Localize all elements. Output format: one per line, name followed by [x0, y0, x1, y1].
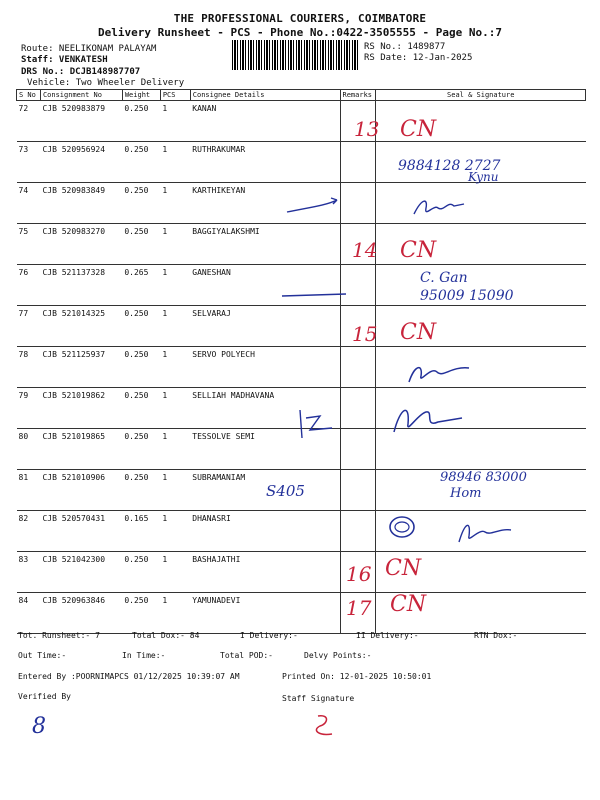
consignee-cell: TESSOLVE SEMI: [190, 429, 340, 470]
total-pod: Total POD:-: [220, 651, 273, 660]
table-row: [17, 347, 586, 388]
col-weight: Weight: [122, 90, 160, 101]
pcs-cell: 1: [160, 265, 190, 306]
weight-cell: 0.250: [122, 429, 160, 470]
signature-handwriting: 9884128 2727: [398, 158, 501, 174]
weight-cell: 0.250: [122, 224, 160, 265]
col-consignee: Consignee Details: [190, 90, 340, 101]
staff-label: Staff: VENKATESH: [21, 55, 108, 65]
weight-cell: 0.250: [122, 552, 160, 593]
consignment-cell: CJB 521125937: [40, 347, 122, 388]
weight-cell: 0.250: [122, 388, 160, 429]
pcs-cell: 1: [160, 347, 190, 388]
company-title: THE PROFESSIONAL COURIERS, COIMBATORE: [173, 12, 427, 25]
signature-handwriting: CN: [400, 320, 437, 345]
signature-handwriting: CN: [385, 556, 422, 581]
signature-handwriting: Hom: [450, 486, 482, 501]
tot-runsheet: Tot. Runsheet:- 7: [18, 631, 100, 640]
consignment-cell: CJB 520956924: [40, 142, 122, 183]
consignee-cell: RUTHRAKUMAR: [190, 142, 340, 183]
sno-cell: 75: [17, 224, 41, 265]
consignee-cell: KANAN: [190, 101, 340, 142]
printed-on: Printed On: 12-01-2025 10:50:01: [282, 672, 432, 681]
sno-cell: 83: [17, 552, 41, 593]
entered-by: Entered By :POORNIMAPCS 01/12/2025 10:39:07 AM: [18, 672, 240, 681]
consignee-cell: SERVO POLYECH: [190, 347, 340, 388]
seal-stamp: [388, 514, 418, 540]
pcs-cell: 1: [160, 224, 190, 265]
total-dox: Total Dox:- 84: [132, 631, 200, 640]
signature-handwriting: CN: [400, 117, 437, 142]
runsheet-subtitle: Delivery Runsheet - PCS - Phone No.:0422-3505555 - Page No.:7: [98, 26, 502, 39]
remarks-cell: [340, 142, 376, 183]
staff-signature-scribble: [308, 712, 342, 738]
col-pcs: PCS: [160, 90, 190, 101]
consignment-cell: CJB 520983270: [40, 224, 122, 265]
verified-mark: 8: [32, 714, 46, 739]
table-header-row: [17, 90, 586, 101]
consignment-cell: CJB 521137328: [40, 265, 122, 306]
table-row: [17, 101, 586, 142]
weight-cell: 0.250: [122, 142, 160, 183]
consignment-cell: CJB 521019862: [40, 388, 122, 429]
staff-signature-label: Staff Signature: [282, 694, 355, 703]
pcs-cell: 1: [160, 306, 190, 347]
scribble-mark: [296, 404, 356, 440]
consignee-cell: YAMUNADEVI: [190, 593, 340, 634]
route-label: Route: NEELIKONAM PALAYAM: [21, 44, 157, 54]
sno-cell: 81: [17, 470, 41, 511]
table-row: [17, 552, 586, 593]
remark-handwriting: 13: [354, 117, 380, 141]
consignment-cell: CJB 521019865: [40, 429, 122, 470]
pcs-cell: 1: [160, 183, 190, 224]
remark-handwriting: 15: [352, 322, 378, 346]
col-sno: S No: [17, 90, 41, 101]
consignee-cell: DHANASRI: [190, 511, 340, 552]
vehicle-label: Vehicle: Two Wheeler Delivery: [27, 78, 185, 88]
consignment-cell: CJB 520570431: [40, 511, 122, 552]
weight-cell: 0.250: [122, 593, 160, 634]
pcs-cell: 1: [160, 142, 190, 183]
signature-handwriting: CN: [400, 238, 437, 263]
i-delivery: I Delivery:-: [240, 631, 298, 640]
weight-cell: 0.250: [122, 347, 160, 388]
consignee-cell: GANESHAN: [190, 265, 340, 306]
scribble-mark: [280, 290, 350, 300]
signature-handwriting: C. Gan: [420, 270, 468, 286]
signature-handwriting: 95009 15090: [420, 288, 514, 304]
pcs-cell: 1: [160, 552, 190, 593]
col-signature: Seal & Signature: [376, 90, 586, 101]
remark-handwriting: 14: [352, 238, 378, 262]
verified-by: Verified By: [18, 692, 71, 701]
sno-cell: 82: [17, 511, 41, 552]
pcs-cell: 1: [160, 511, 190, 552]
consignee-cell: SELLIAH MADHAVANA: [190, 388, 340, 429]
rs-date: RS Date: 12-Jan-2025: [364, 53, 473, 63]
consignment-cell: CJB 520963846: [40, 593, 122, 634]
weight-cell: 0.250: [122, 470, 160, 511]
weight-cell: 0.165: [122, 511, 160, 552]
col-remarks: Remarks: [340, 90, 376, 101]
remarks-cell: [340, 183, 376, 224]
pcs-cell: 1: [160, 101, 190, 142]
pcs-cell: 1: [160, 388, 190, 429]
sno-cell: 78: [17, 347, 41, 388]
signature-handwriting: Kynu: [468, 170, 499, 184]
remarks-cell: [340, 470, 376, 511]
consignment-cell: CJB 520983879: [40, 101, 122, 142]
consignee-note: S405: [266, 482, 305, 500]
remarks-cell: [340, 347, 376, 388]
weight-cell: 0.250: [122, 306, 160, 347]
pcs-cell: 1: [160, 593, 190, 634]
out-time: Out Time:-: [18, 651, 67, 660]
signature-scribble: [388, 398, 468, 438]
col-consignment: Consignment No: [40, 90, 122, 101]
weight-cell: 0.265: [122, 265, 160, 306]
runsheet-table: [16, 89, 586, 634]
table-row: [17, 306, 586, 347]
signature-handwriting: CN: [390, 592, 427, 617]
sno-cell: 79: [17, 388, 41, 429]
remark-handwriting: 16: [346, 562, 372, 586]
consignment-cell: CJB 521010906: [40, 470, 122, 511]
scribble-mark: [285, 194, 345, 218]
weight-cell: 0.250: [122, 183, 160, 224]
consignee-cell: BASHAJATHI: [190, 552, 340, 593]
sno-cell: 73: [17, 142, 41, 183]
rs-number: RS No.: 1489877: [364, 42, 446, 52]
pcs-cell: 1: [160, 470, 190, 511]
rtn-dox: RTN Dox:-: [474, 631, 518, 640]
sno-cell: 72: [17, 101, 41, 142]
drs-number: DRS No.: DCJB148987707: [21, 67, 141, 77]
signature-scribble: [455, 516, 515, 546]
consignment-cell: CJB 521014325: [40, 306, 122, 347]
signature-scribble: [408, 194, 468, 224]
in-time: In Time:-: [122, 651, 166, 660]
consignee-cell: BAGGIYALAKSHMI: [190, 224, 340, 265]
signature-scribble: [405, 358, 475, 386]
table-row: [17, 593, 586, 634]
consignment-cell: CJB 520983849: [40, 183, 122, 224]
consignee-cell: KARTHIKEYAN: [190, 183, 340, 224]
sno-cell: 84: [17, 593, 41, 634]
consignment-cell: CJB 521042300: [40, 552, 122, 593]
signature-handwriting: 98946 83000: [440, 470, 527, 485]
pcs-cell: 1: [160, 429, 190, 470]
ii-delivery: II Delivery:-: [356, 631, 419, 640]
sno-cell: 76: [17, 265, 41, 306]
weight-cell: 0.250: [122, 101, 160, 142]
sno-cell: 77: [17, 306, 41, 347]
consignee-cell: SUBRAMANIAM: [190, 470, 340, 511]
sno-cell: 80: [17, 429, 41, 470]
remark-handwriting: 17: [346, 596, 372, 620]
table-row: [17, 224, 586, 265]
sno-cell: 74: [17, 183, 41, 224]
remarks-cell: [340, 511, 376, 552]
barcode: [232, 40, 359, 70]
delvy-points: Delvy Points:-: [304, 651, 372, 660]
consignee-cell: SELVARAJ: [190, 306, 340, 347]
